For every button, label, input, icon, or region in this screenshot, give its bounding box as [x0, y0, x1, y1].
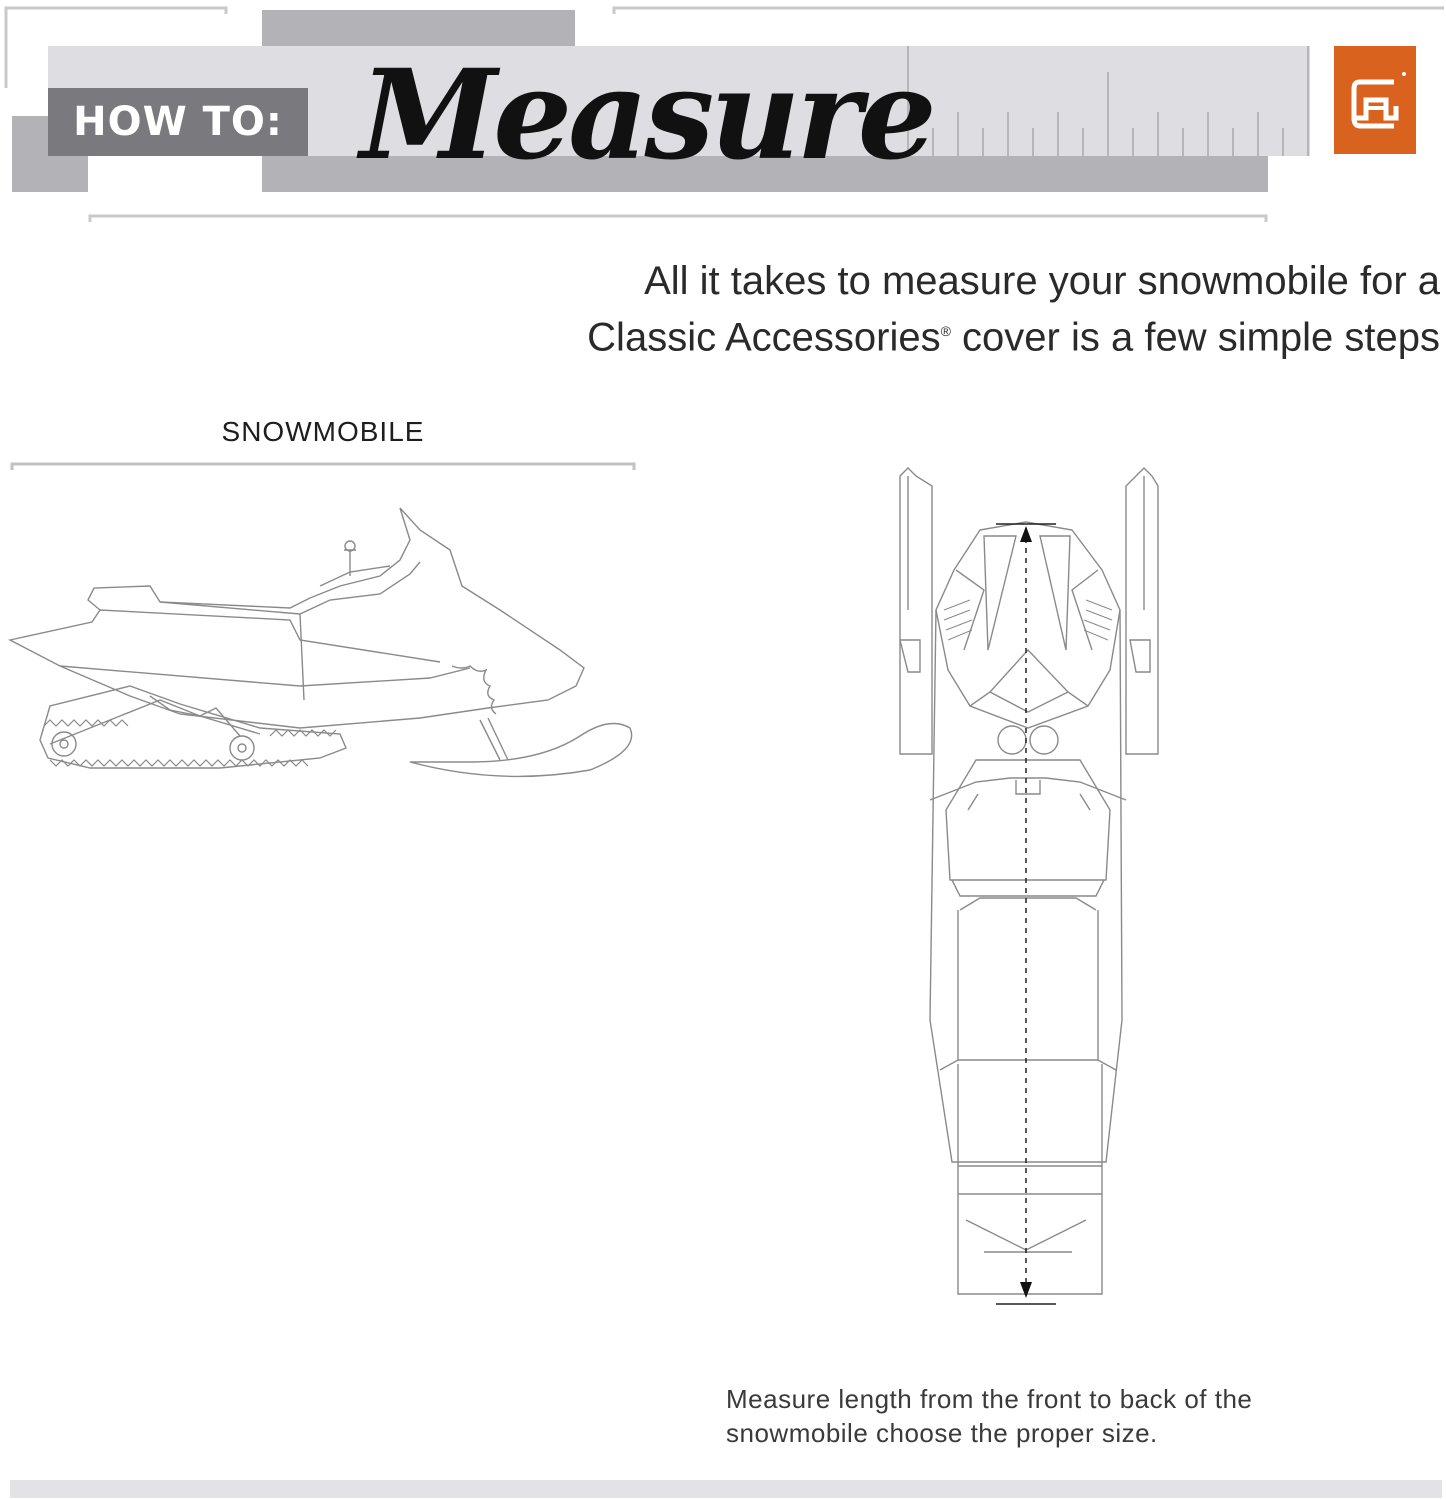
- snowmobile-top-view-illustration: [880, 460, 1180, 1320]
- intro-line-1: All it takes to measure your snowmobile for a: [644, 259, 1440, 303]
- how-to-label: HOW TO:: [73, 99, 283, 145]
- caption-line-1: Measure length from the front to back of the: [726, 1384, 1253, 1414]
- section-heading: SNOWMOBILE: [221, 416, 425, 447]
- snowmobile-side-view-illustration: [0, 490, 650, 800]
- brand-name: Classic Accessories: [587, 315, 941, 360]
- footer-bar: [10, 1480, 1442, 1498]
- intro-line-2-end: cover is a few simple steps: [950, 315, 1440, 360]
- measure-instructions: [726, 1382, 1366, 1450]
- page-title: Measure: [360, 43, 933, 188]
- registered-mark: ®: [940, 323, 951, 339]
- caption-line-2: snowmobile choose the proper size.: [726, 1418, 1158, 1448]
